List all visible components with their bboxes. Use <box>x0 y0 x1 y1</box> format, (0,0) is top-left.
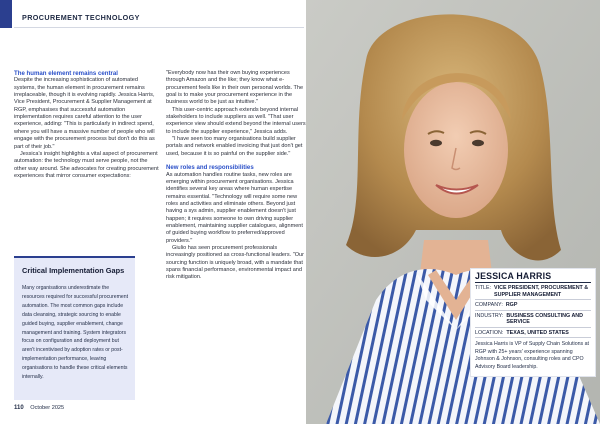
profile-row-industry <box>475 311 591 328</box>
profile-value: RGP <box>505 302 518 308</box>
paragraph: Giulio has seen procurement professionals increasingly positioned as cross-functional leaders. "Our sourcing function is uniquely broad, with a mandate that spans financial performance, environmental impact and risk mitigation. <box>166 244 304 281</box>
subhead-human-element: The human element remains central <box>14 70 118 77</box>
section-title: PROCUREMENT TECHNOLOGY <box>22 13 140 22</box>
paragraph: Jessica's insight highlights a vital aspect of procurement automation: the technology must serve people, not the other way around. She advocates for creating procurement experiences that mirror consumer expectations: <box>14 150 159 179</box>
header-accent-bar <box>0 0 12 28</box>
profile-name: JESSICA HARRIS <box>475 271 591 283</box>
paragraph: "I have seen too many organisations build supplier portals and network enabled invoicing that just don't get used, because it is so painful on the supplier side." <box>166 136 303 157</box>
profile-bio: Jessica Harris is VP of Supply Chain Solutions at RGP with 25+ years' experience spanning Johnson & Johnson, consulting roles and CPO Advisory Board leadership. <box>475 341 589 370</box>
profile-label: TITLE: <box>475 285 492 291</box>
page-footer <box>14 405 64 411</box>
paragraph: "Everybody now has their own buying experiences through Amazon and the like; they know what e-procurement feels like in their own personal worlds. The goal is to make your procurement experience in the business world to be just as intuitive." <box>166 70 304 106</box>
profile-value: VICE PRESIDENT, PROCUREMENT & SUPPLIER MANAGEMENT <box>494 285 589 298</box>
profile-card <box>470 268 596 377</box>
profile-row-company <box>475 300 591 311</box>
subhead-new-roles: New roles and responsibilities <box>166 164 254 172</box>
article-column-2 <box>166 70 306 282</box>
paragraph: This user-centric approach extends beyond internal stakeholders to include suppliers as well. "That user experience view should extend beyond the internal users to include the supplier experience," Jessica adds. <box>166 106 306 135</box>
sidebar-title: Critical Implementation Gaps <box>22 266 125 275</box>
profile-label: COMPANY: <box>475 302 503 308</box>
profile-row-location <box>475 328 591 339</box>
sidebar-text: Many organisations underestimate the resources required for successful procurement automation. The most common gaps include data cleansing, strategic sourcing to enable guided buying, supplier enablement, change management and training. System integrators focus on configuration and deployment but aren't incentivised by adoption rates or post-implementation performance, leaving organisations to handle these critical elements internally. <box>22 285 129 381</box>
header-divider <box>14 27 304 28</box>
paragraph: Despite the increasing sophistication of automated systems, the human element in procurement remains irreplaceable, though it is evolving rapidly. Jessica Harris, Vice President, Procurement & Supplier Management at RGP, emphasises that successful automation implementation requires careful attention to the user experience, adding: "This is particularly in indirect spend, where you will have a massive number of people who will engage with the procurement process but don't do this as part of their job." <box>14 77 155 150</box>
profile-value: TEXAS, UNITED STATES <box>506 329 569 336</box>
profile-label: LOCATION: <box>475 329 504 336</box>
article-column-1 <box>14 70 160 180</box>
page-number: 110 <box>14 405 24 411</box>
paragraph: As automation handles routine tasks, new roles are emerging within procurement organisations. Jessica identifies several key areas where human expertise remains essential. "Technology will require some new roles and activities and eliminate others. Beyond just having a sys admin, supplier enablement doesn't just happen; it requires someone to own driving supplier enablement, maintaining supplier catalogues, alignment of guided buying workflow to preferred/approved providers." <box>166 171 303 244</box>
sidebar-box <box>14 256 135 400</box>
profile-row-title <box>475 283 591 300</box>
profile-label: INDUSTRY: <box>475 312 504 319</box>
profile-value: BUSINESS CONSULTING AND SERVICE <box>506 312 584 325</box>
issue-date: October 2025 <box>30 405 65 411</box>
